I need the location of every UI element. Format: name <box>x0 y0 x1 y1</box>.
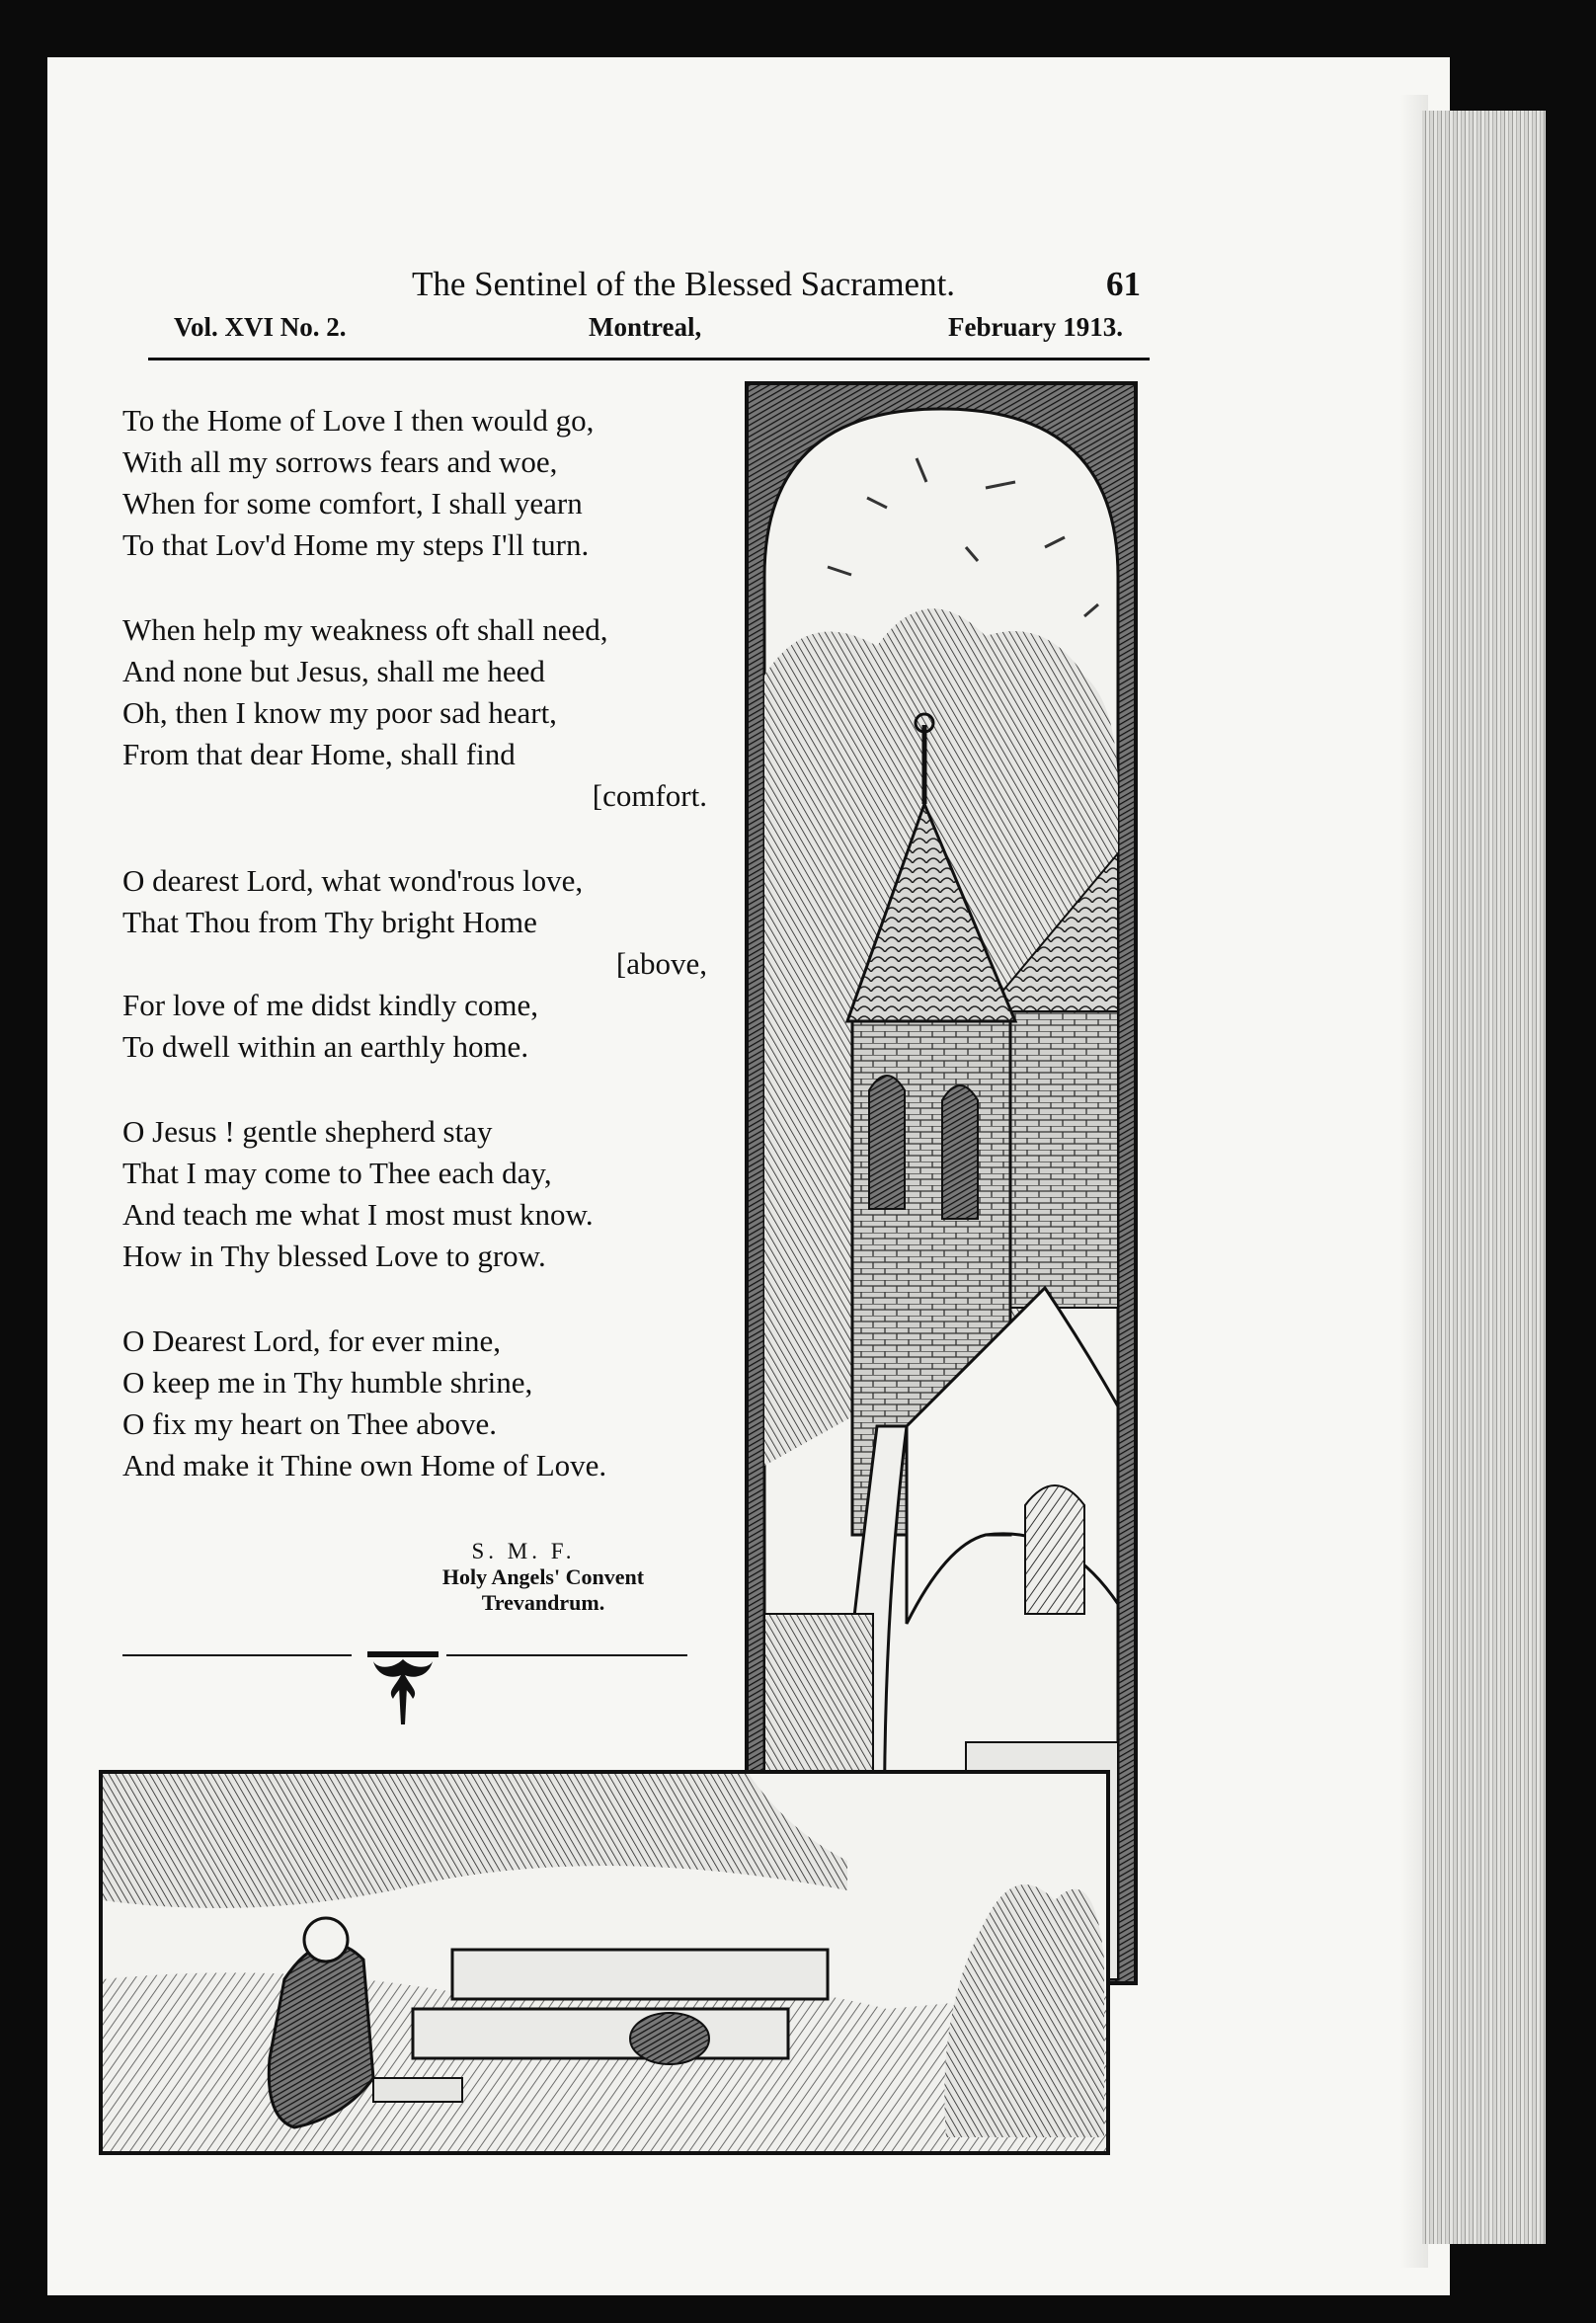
poem-line: O fix my heart on Thee above. <box>122 1406 498 1441</box>
poem-line: To the Home of Love I then would go, <box>122 403 595 438</box>
poem-line: And none but Jesus, shall me heed <box>122 654 545 688</box>
poem-line: And teach me what I most must know. <box>122 1197 594 1232</box>
poem-line-continuation: [comfort. <box>592 778 707 813</box>
poem-line: When for some comfort, I shall yearn <box>122 486 583 521</box>
poem-line: That Thou from Thy bright Home <box>122 905 537 939</box>
header-rule <box>148 358 1150 360</box>
poem-line: From that dear Home, shall find <box>122 737 516 771</box>
poem-line: For love of me didst kindly come, <box>122 988 539 1022</box>
publication-date: February 1913. <box>948 312 1123 342</box>
page-stack <box>1422 111 1546 2244</box>
volume-number: Vol. XVI No. 2. <box>174 312 347 342</box>
convent-city: Trevandrum. <box>481 1590 605 1615</box>
author-initials: S. M. F. <box>471 1539 576 1563</box>
poem-line: To dwell within an earthly home. <box>122 1029 529 1064</box>
publication-place: Montreal, <box>589 312 702 342</box>
convent-name: Holy Angels' Convent <box>441 1564 645 1589</box>
poem-line: O dearest Lord, what wond'rous love, <box>122 863 584 898</box>
poem-line: And make it Thine own Home of Love. <box>122 1448 607 1482</box>
poem-line: Oh, then I know my poor sad heart, <box>122 695 557 730</box>
poem-line: O keep me in Thy humble shrine, <box>122 1365 533 1400</box>
poem-line: That I may come to Thee each day, <box>122 1156 552 1190</box>
poem-line: O Dearest Lord, for ever mine, <box>122 1323 502 1358</box>
journal-title: The Sentinel of the Blessed Sacrament. <box>411 265 956 303</box>
poem-line: How in Thy blessed Love to grow. <box>122 1239 546 1273</box>
poem-line: To that Lov'd Home my steps I'll turn. <box>122 527 590 562</box>
poem-line-continuation: [above, <box>615 946 707 981</box>
poem-line: When help my weakness oft shall need, <box>122 612 608 647</box>
convent-garden-illustration <box>97 379 1144 2157</box>
page-number: 61 <box>1106 265 1141 303</box>
poem-line: O Jesus ! gentle shepherd stay <box>122 1114 493 1149</box>
poem-line: With all my sorrows fears and woe, <box>122 444 558 479</box>
